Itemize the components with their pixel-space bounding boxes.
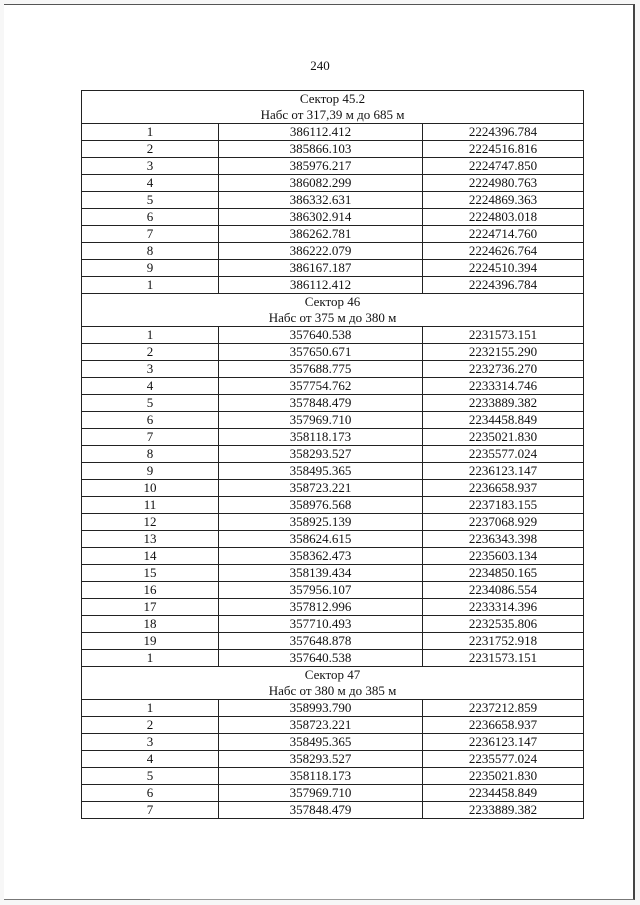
y-coordinate-cell: 2237212.859	[423, 700, 584, 717]
table-row	[82, 463, 584, 480]
table-row	[82, 260, 584, 277]
table-row	[82, 226, 584, 243]
sector-title-row	[82, 294, 584, 311]
x-coordinate-cell: 358624.615	[219, 531, 423, 548]
y-coordinate-cell: 2233314.396	[423, 599, 584, 616]
point-number-cell: 19	[82, 633, 219, 650]
x-coordinate-cell: 357754.762	[219, 378, 423, 395]
point-number-cell: 7	[82, 226, 219, 243]
point-number-cell: 11	[82, 497, 219, 514]
y-coordinate-cell: 2224747.850	[423, 158, 584, 175]
point-number-cell: 2	[82, 717, 219, 734]
y-coordinate-cell: 2234458.849	[423, 785, 584, 802]
x-coordinate-cell: 357688.775	[219, 361, 423, 378]
table-row	[82, 412, 584, 429]
y-coordinate-cell: 2224869.363	[423, 192, 584, 209]
sector-title: Сектор 46	[82, 294, 584, 311]
sector-subtitle: Набс от 380 м до 385 м	[82, 683, 584, 700]
point-number-cell: 1	[82, 650, 219, 667]
y-coordinate-cell: 2224516.816	[423, 141, 584, 158]
x-coordinate-cell: 385866.103	[219, 141, 423, 158]
table-row	[82, 633, 584, 650]
x-coordinate-cell: 357848.479	[219, 395, 423, 412]
x-coordinate-cell: 385976.217	[219, 158, 423, 175]
table-row	[82, 514, 584, 531]
y-coordinate-cell: 2224980.763	[423, 175, 584, 192]
y-coordinate-cell: 2235603.134	[423, 548, 584, 565]
x-coordinate-cell: 386332.631	[219, 192, 423, 209]
y-coordinate-cell: 2236658.937	[423, 717, 584, 734]
y-coordinate-cell: 2235577.024	[423, 446, 584, 463]
x-coordinate-cell: 358293.527	[219, 751, 423, 768]
point-number-cell: 1	[82, 277, 219, 294]
y-coordinate-cell: 2224626.764	[423, 243, 584, 260]
x-coordinate-cell: 357812.996	[219, 599, 423, 616]
point-number-cell: 14	[82, 548, 219, 565]
coordinates-table	[81, 90, 584, 819]
x-coordinate-cell: 358495.365	[219, 734, 423, 751]
x-coordinate-cell: 358976.568	[219, 497, 423, 514]
x-coordinate-cell: 358118.173	[219, 768, 423, 785]
table-row	[82, 650, 584, 667]
point-number-cell: 15	[82, 565, 219, 582]
point-number-cell: 6	[82, 412, 219, 429]
x-coordinate-cell: 386302.914	[219, 209, 423, 226]
table-row	[82, 175, 584, 192]
page-bottom-line	[150, 899, 480, 900]
table-row	[82, 378, 584, 395]
y-coordinate-cell: 2224714.760	[423, 226, 584, 243]
point-number-cell: 4	[82, 378, 219, 395]
table-row	[82, 616, 584, 633]
y-coordinate-cell: 2237183.155	[423, 497, 584, 514]
y-coordinate-cell: 2236123.147	[423, 463, 584, 480]
point-number-cell: 8	[82, 243, 219, 260]
point-number-cell: 3	[82, 734, 219, 751]
point-number-cell: 2	[82, 344, 219, 361]
x-coordinate-cell: 386112.412	[219, 277, 423, 294]
table-row	[82, 124, 584, 141]
table-row	[82, 717, 584, 734]
x-coordinate-cell: 357710.493	[219, 616, 423, 633]
table-row	[82, 141, 584, 158]
table-row	[82, 243, 584, 260]
y-coordinate-cell: 2224396.784	[423, 124, 584, 141]
y-coordinate-cell: 2233889.382	[423, 802, 584, 819]
table-row	[82, 531, 584, 548]
sector-subtitle: Набс от 375 м до 380 м	[82, 310, 584, 327]
sector-title: Сектор 47	[82, 667, 584, 684]
sector-subtitle-row	[82, 683, 584, 700]
sector-subtitle: Набс от 317,39 м до 685 м	[82, 107, 584, 124]
table-row	[82, 480, 584, 497]
y-coordinate-cell: 2232155.290	[423, 344, 584, 361]
coordinates-table-body	[82, 91, 584, 819]
point-number-cell: 8	[82, 446, 219, 463]
table-row	[82, 192, 584, 209]
point-number-cell: 10	[82, 480, 219, 497]
table-row	[82, 429, 584, 446]
y-coordinate-cell: 2233314.746	[423, 378, 584, 395]
point-number-cell: 9	[82, 260, 219, 277]
point-number-cell: 1	[82, 124, 219, 141]
point-number-cell: 7	[82, 429, 219, 446]
y-coordinate-cell: 2224803.018	[423, 209, 584, 226]
x-coordinate-cell: 386112.412	[219, 124, 423, 141]
y-coordinate-cell: 2232736.270	[423, 361, 584, 378]
sector-title-row	[82, 91, 584, 108]
point-number-cell: 18	[82, 616, 219, 633]
x-coordinate-cell: 358723.221	[219, 717, 423, 734]
x-coordinate-cell: 358139.434	[219, 565, 423, 582]
x-coordinate-cell: 358993.790	[219, 700, 423, 717]
table-row	[82, 395, 584, 412]
sector-subtitle-row	[82, 107, 584, 124]
y-coordinate-cell: 2236658.937	[423, 480, 584, 497]
x-coordinate-cell: 357640.538	[219, 327, 423, 344]
table-row	[82, 599, 584, 616]
x-coordinate-cell: 386222.079	[219, 243, 423, 260]
point-number-cell: 17	[82, 599, 219, 616]
x-coordinate-cell: 358293.527	[219, 446, 423, 463]
point-number-cell: 4	[82, 175, 219, 192]
point-number-cell: 7	[82, 802, 219, 819]
point-number-cell: 12	[82, 514, 219, 531]
x-coordinate-cell: 357848.479	[219, 802, 423, 819]
point-number-cell: 2	[82, 141, 219, 158]
table-row	[82, 785, 584, 802]
y-coordinate-cell: 2224396.784	[423, 277, 584, 294]
table-row	[82, 361, 584, 378]
point-number-cell: 1	[82, 700, 219, 717]
table-row	[82, 700, 584, 717]
point-number-cell: 16	[82, 582, 219, 599]
point-number-cell: 5	[82, 192, 219, 209]
x-coordinate-cell: 357648.878	[219, 633, 423, 650]
table-row	[82, 768, 584, 785]
x-coordinate-cell: 358925.139	[219, 514, 423, 531]
y-coordinate-cell: 2234458.849	[423, 412, 584, 429]
x-coordinate-cell: 357969.710	[219, 412, 423, 429]
y-coordinate-cell: 2237068.929	[423, 514, 584, 531]
x-coordinate-cell: 358723.221	[219, 480, 423, 497]
point-number-cell: 6	[82, 209, 219, 226]
table-row	[82, 548, 584, 565]
y-coordinate-cell: 2236343.398	[423, 531, 584, 548]
point-number-cell: 5	[82, 768, 219, 785]
table-row	[82, 327, 584, 344]
x-coordinate-cell: 358118.173	[219, 429, 423, 446]
x-coordinate-cell: 386167.187	[219, 260, 423, 277]
x-coordinate-cell: 357650.671	[219, 344, 423, 361]
point-number-cell: 3	[82, 158, 219, 175]
x-coordinate-cell: 386082.299	[219, 175, 423, 192]
x-coordinate-cell: 357956.107	[219, 582, 423, 599]
table-row	[82, 565, 584, 582]
x-coordinate-cell: 386262.781	[219, 226, 423, 243]
x-coordinate-cell: 357969.710	[219, 785, 423, 802]
table-row	[82, 158, 584, 175]
x-coordinate-cell: 357640.538	[219, 650, 423, 667]
y-coordinate-cell: 2235577.024	[423, 751, 584, 768]
y-coordinate-cell: 2231573.151	[423, 327, 584, 344]
sector-title: Сектор 45.2	[82, 91, 584, 108]
point-number-cell: 3	[82, 361, 219, 378]
table-row	[82, 446, 584, 463]
table-row	[82, 751, 584, 768]
table-row	[82, 277, 584, 294]
y-coordinate-cell: 2231752.918	[423, 633, 584, 650]
table-row	[82, 582, 584, 599]
y-coordinate-cell: 2231573.151	[423, 650, 584, 667]
page-number: 240	[310, 58, 330, 73]
y-coordinate-cell: 2235021.830	[423, 768, 584, 785]
y-coordinate-cell: 2224510.394	[423, 260, 584, 277]
table-row	[82, 497, 584, 514]
point-number-cell: 5	[82, 395, 219, 412]
point-number-cell: 4	[82, 751, 219, 768]
table-row	[82, 734, 584, 751]
y-coordinate-cell: 2232535.806	[423, 616, 584, 633]
table-row	[82, 209, 584, 226]
y-coordinate-cell: 2235021.830	[423, 429, 584, 446]
point-number-cell: 1	[82, 327, 219, 344]
y-coordinate-cell: 2234850.165	[423, 565, 584, 582]
table-row	[82, 802, 584, 819]
table-row	[82, 344, 584, 361]
point-number-cell: 9	[82, 463, 219, 480]
sector-title-row	[82, 667, 584, 684]
point-number-cell: 6	[82, 785, 219, 802]
y-coordinate-cell: 2236123.147	[423, 734, 584, 751]
sector-subtitle-row	[82, 310, 584, 327]
x-coordinate-cell: 358495.365	[219, 463, 423, 480]
y-coordinate-cell: 2234086.554	[423, 582, 584, 599]
point-number-cell: 13	[82, 531, 219, 548]
y-coordinate-cell: 2233889.382	[423, 395, 584, 412]
x-coordinate-cell: 358362.473	[219, 548, 423, 565]
